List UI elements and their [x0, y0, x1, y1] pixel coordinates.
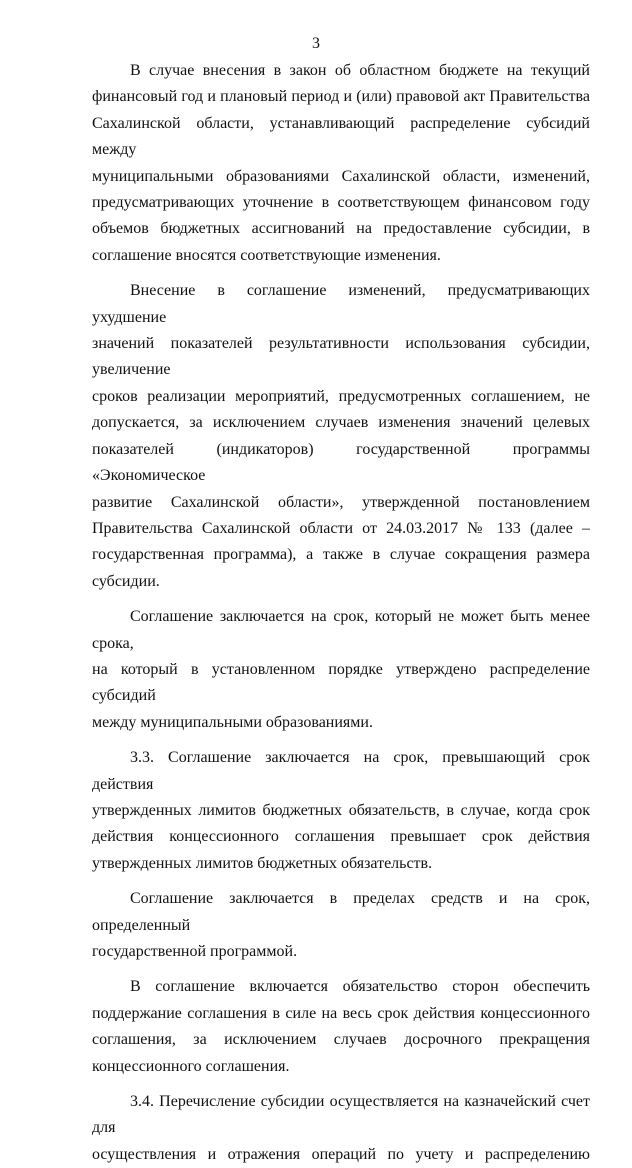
paragraph-gap [92, 595, 590, 604]
text-line: финансовый год и плановый период и (или) правовой акт Правительства [92, 88, 590, 106]
document-body [92, 58, 590, 1168]
text-line: государственная программа), а также в случае сокращения размера субсидии. [92, 546, 590, 590]
text-line: государственной программой. [92, 943, 298, 960]
text-line: соглашения, за исключением случаев досрочного прекращения [92, 1031, 590, 1049]
page-number: 3 [312, 35, 320, 52]
text-line: соглашение вносятся соответствующие изменения. [92, 246, 441, 264]
paragraph [92, 58, 590, 269]
text-line: 3.4. Перечисление субсидии осуществляется на казначейский счет для [92, 1093, 590, 1137]
text-line: Правительства Сахалинской области от 24.03.2017 № 133 (далее – [92, 519, 590, 537]
paragraph [92, 886, 590, 965]
text-line: утвержденных лимитов бюджетных обязательств, в случае, когда срок [92, 801, 590, 819]
text-line: утвержденных лимитов бюджетных обязательств. [92, 854, 433, 872]
paragraph [92, 745, 590, 877]
text-line: осуществления и отражения операций по учету и распределению [92, 1145, 590, 1163]
text-line: действия концессионного соглашения превышает срок действия [92, 828, 590, 846]
paragraph-gap [92, 965, 590, 974]
paragraph-gap [92, 1080, 590, 1089]
paragraph [92, 604, 590, 736]
paragraph-gap [92, 877, 590, 886]
paragraph [92, 1089, 590, 1168]
text-line: значений показателей результативности использования субсидии, увеличение [92, 335, 590, 379]
text-line: В случае внесения в закон об областном бюджете на текущий [130, 62, 590, 79]
text-line: Соглашение заключается на срок, который не может быть менее срока, [92, 608, 590, 652]
text-line: 3.3. Соглашение заключается на срок, превышающий срок действия [92, 749, 590, 793]
text-line: объемов бюджетных ассигнований на предоставление субсидии, в [92, 220, 590, 238]
paragraph-gap [92, 269, 590, 278]
text-line: развитие Сахалинской области», утвержденной постановлением [92, 493, 590, 511]
text-line: показателей (индикаторов) государственной программы «Экономическое [92, 440, 590, 485]
text-line: муниципальными образованиями Сахалинской области, изменений, [92, 167, 590, 185]
text-line: Внесение в соглашение изменений, предусматривающих ухудшение [92, 282, 590, 326]
text-line: поддержание соглашения в силе на весь срок действия концессионного [92, 1004, 590, 1022]
text-line: В соглашение включается обязательство сторон обеспечить [130, 978, 590, 996]
paragraph [92, 278, 590, 595]
text-line: между муниципальными образованиями. [92, 713, 373, 731]
text-line: предусматривающих уточнение в соответствующем финансовом году [92, 194, 590, 212]
text-line: сроков реализации мероприятий, предусмотренных соглашением, не [92, 387, 590, 405]
text-line: Сахалинской области, устанавливающий распределение субсидий между [92, 114, 590, 159]
text-line: концессионного соглашения. [92, 1057, 290, 1075]
paragraph [92, 974, 590, 1080]
text-line: допускается, за исключением случаев изменения значений целевых [92, 414, 590, 432]
text-line: Соглашение заключается в пределах средств и на срок, определенный [92, 890, 590, 934]
paragraph-gap [92, 736, 590, 745]
text-line: на который в установленном порядке утверждено распределение субсидий [92, 660, 590, 705]
